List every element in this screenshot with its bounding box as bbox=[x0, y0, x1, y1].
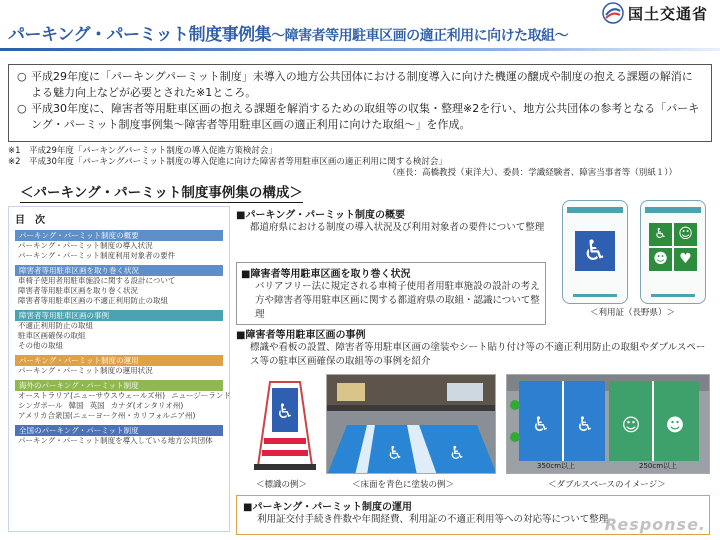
card-heading: ■障害者等用駐車区画を取り巻く状況 bbox=[241, 269, 411, 280]
title-subtitle: ～障害者等用駐車区画の適正利用に向けた取組～ bbox=[271, 28, 569, 44]
caption-double-space: ＜ダブルスペースのイメージ＞ bbox=[548, 480, 666, 490]
logo-text: 国土交通省 bbox=[627, 4, 708, 23]
mlit-logo bbox=[602, 2, 708, 24]
title-main: パーキング・パーミット制度事例集 bbox=[8, 25, 272, 45]
toc-item: 障害者等用駐車区画を取り巻く状況 bbox=[18, 286, 138, 295]
toc-row: アメリカ合衆国(ニューヨーク州・カリフォルニア州) bbox=[18, 411, 196, 420]
heart-icon: ♥ bbox=[674, 248, 697, 271]
toc-item: パーキング・パーミット制度の運用状況 bbox=[18, 366, 153, 375]
footnotes bbox=[8, 146, 712, 179]
toc-item: 駐車区画確保の取組 bbox=[18, 331, 86, 340]
toc-band-situation: 障害者等用駐車区画を取り巻く状況 bbox=[15, 265, 223, 276]
double-space-image bbox=[506, 374, 710, 474]
family-icon: ☻ bbox=[649, 248, 672, 271]
toc-row: シンガポール 韓国 英国 カナダ(オンタリオ州) bbox=[18, 401, 184, 410]
title-rule bbox=[0, 48, 720, 51]
summary-box bbox=[8, 64, 712, 142]
permit-card-wheelchair bbox=[562, 200, 628, 304]
wheelchair-icon: ♿ bbox=[575, 231, 615, 271]
toc-band-cases: 障害者等用駐車区画の事例 bbox=[15, 310, 223, 321]
card-cases bbox=[236, 326, 710, 369]
card-body: 利用証交付手続き件数や年間経費、利用証の不適正利用等への対応等について整理 bbox=[257, 514, 609, 525]
card-box bbox=[236, 262, 546, 325]
permit-pictogram-grid bbox=[649, 223, 697, 271]
permit-cards bbox=[556, 200, 716, 318]
card-heading: ■パーキング・パーミット制度の概要 bbox=[236, 210, 405, 221]
summary-item: ○ 平成29年度に「パーキングパーミット制度」未導入の地方公共団体における制度導入に向けた機運の醸成や制度の抱える課題の解消による魅力向上などが必要とされた※1ところ。 bbox=[17, 70, 693, 99]
page-title bbox=[8, 20, 568, 45]
card-body: 標識や看板の設置、障害者等用駐車区画の塗装やシート貼り付け等の不適正利用防止の取組やダブルスペース等の駐車区画確保の取組等の事例を紹介 bbox=[250, 342, 706, 367]
sign-photo bbox=[250, 374, 320, 474]
toc-item: パーキング・パーミット制度を導入している地方公共団体 bbox=[18, 436, 213, 445]
card-heading: ■パーキング・パーミット制度の運用 bbox=[243, 502, 412, 513]
toc-item: パーキング・パーミット制度の導入状況 bbox=[18, 241, 153, 250]
toc-item: その他の取組 bbox=[18, 341, 63, 350]
dimension-label: 250cm以上 bbox=[639, 462, 678, 470]
svg-text:☻: ☻ bbox=[665, 415, 685, 436]
footnote-2: ※2 平成30年度「パーキングパーミット制度の導入促進に向けた障害者等用駐車区画の適正利用に関する検討会」 bbox=[8, 157, 447, 167]
caption-floor: ＜床面を青色に塗装の例＞ bbox=[352, 480, 455, 490]
summary-item: ○ 平成30年度に、障害者等用駐車区画の抱える課題を解消するための取組等の収集・整理※2を行い、地方公共団体の参考となる「パーキング・パーミット制度事例集～障害者等用駐車区画の適正利用に向けた取組～」を作成。 bbox=[17, 102, 700, 131]
svg-text:♿: ♿ bbox=[532, 412, 550, 436]
card-overview bbox=[236, 206, 546, 235]
section-heading: ＜パーキング・パーミット制度事例集の構成＞ bbox=[20, 181, 303, 201]
footnote-1: ※1 平成29年度「パーキングパーミット制度の導入促進方策検討会」 bbox=[8, 146, 277, 156]
person-icon: ☺ bbox=[674, 223, 697, 246]
wheelchair-icon: ♿ bbox=[649, 223, 672, 246]
toc-band-national: 全国のパーキング・パーミット制度 bbox=[15, 425, 223, 436]
card-body: 都道府県における制度の導入状況及び利用対象者の要件について整理 bbox=[250, 222, 545, 233]
toc-title: 目 次 bbox=[15, 215, 45, 226]
svg-text:☺: ☺ bbox=[621, 415, 641, 436]
card-body: バリアフリー法に規定される車椅子使用者用駐車施設の設計の考え方や障害者等用駐車区画に関する都道府県の取組・認識について整理 bbox=[255, 281, 540, 320]
floor-photo bbox=[326, 374, 496, 474]
toc-band-overseas: 海外のパーキング・パーミット制度 bbox=[15, 380, 223, 391]
toc-band-overview: パーキング・パーミット制度の概要 bbox=[15, 230, 223, 241]
card-situation bbox=[236, 262, 546, 325]
watermark: Response. bbox=[604, 515, 706, 534]
header bbox=[0, 0, 720, 56]
toc-item: 不適正利用防止の取組 bbox=[18, 321, 93, 330]
toc-item: 車椅子使用者用駐車施設に関する設計について bbox=[18, 276, 176, 285]
svg-text:♿: ♿ bbox=[449, 443, 466, 464]
toc-item: パーキング・パーミット制度利用対象者の要件 bbox=[18, 251, 176, 260]
svg-text:♿: ♿ bbox=[276, 399, 294, 423]
dimension-label: 350cm以上 bbox=[537, 462, 576, 470]
footnote-members: （座長：高橋教授（東洋大）、委員：学識経験者、障害当事者等（別紙１）） bbox=[388, 168, 678, 178]
svg-text:♿: ♿ bbox=[387, 443, 404, 464]
toc-row: オーストラリア(ニューサウスウェールズ州) ニュージーランド bbox=[18, 391, 231, 400]
mlit-logo-icon bbox=[602, 2, 624, 24]
toc-band-operation: パーキング・パーミット制度の運用 bbox=[15, 355, 223, 366]
permit-card-general bbox=[640, 200, 706, 304]
caption-permit: ＜利用証（長野県）＞ bbox=[590, 308, 676, 318]
table-of-contents bbox=[8, 206, 230, 532]
caption-sign: ＜標識の例＞ bbox=[256, 480, 308, 490]
toc-item: 障害者等用駐車区画の不適正利用防止の取組 bbox=[18, 296, 168, 305]
svg-text:♿: ♿ bbox=[576, 412, 594, 436]
card-heading: ■障害者等用駐車区画の事例 bbox=[236, 330, 366, 341]
